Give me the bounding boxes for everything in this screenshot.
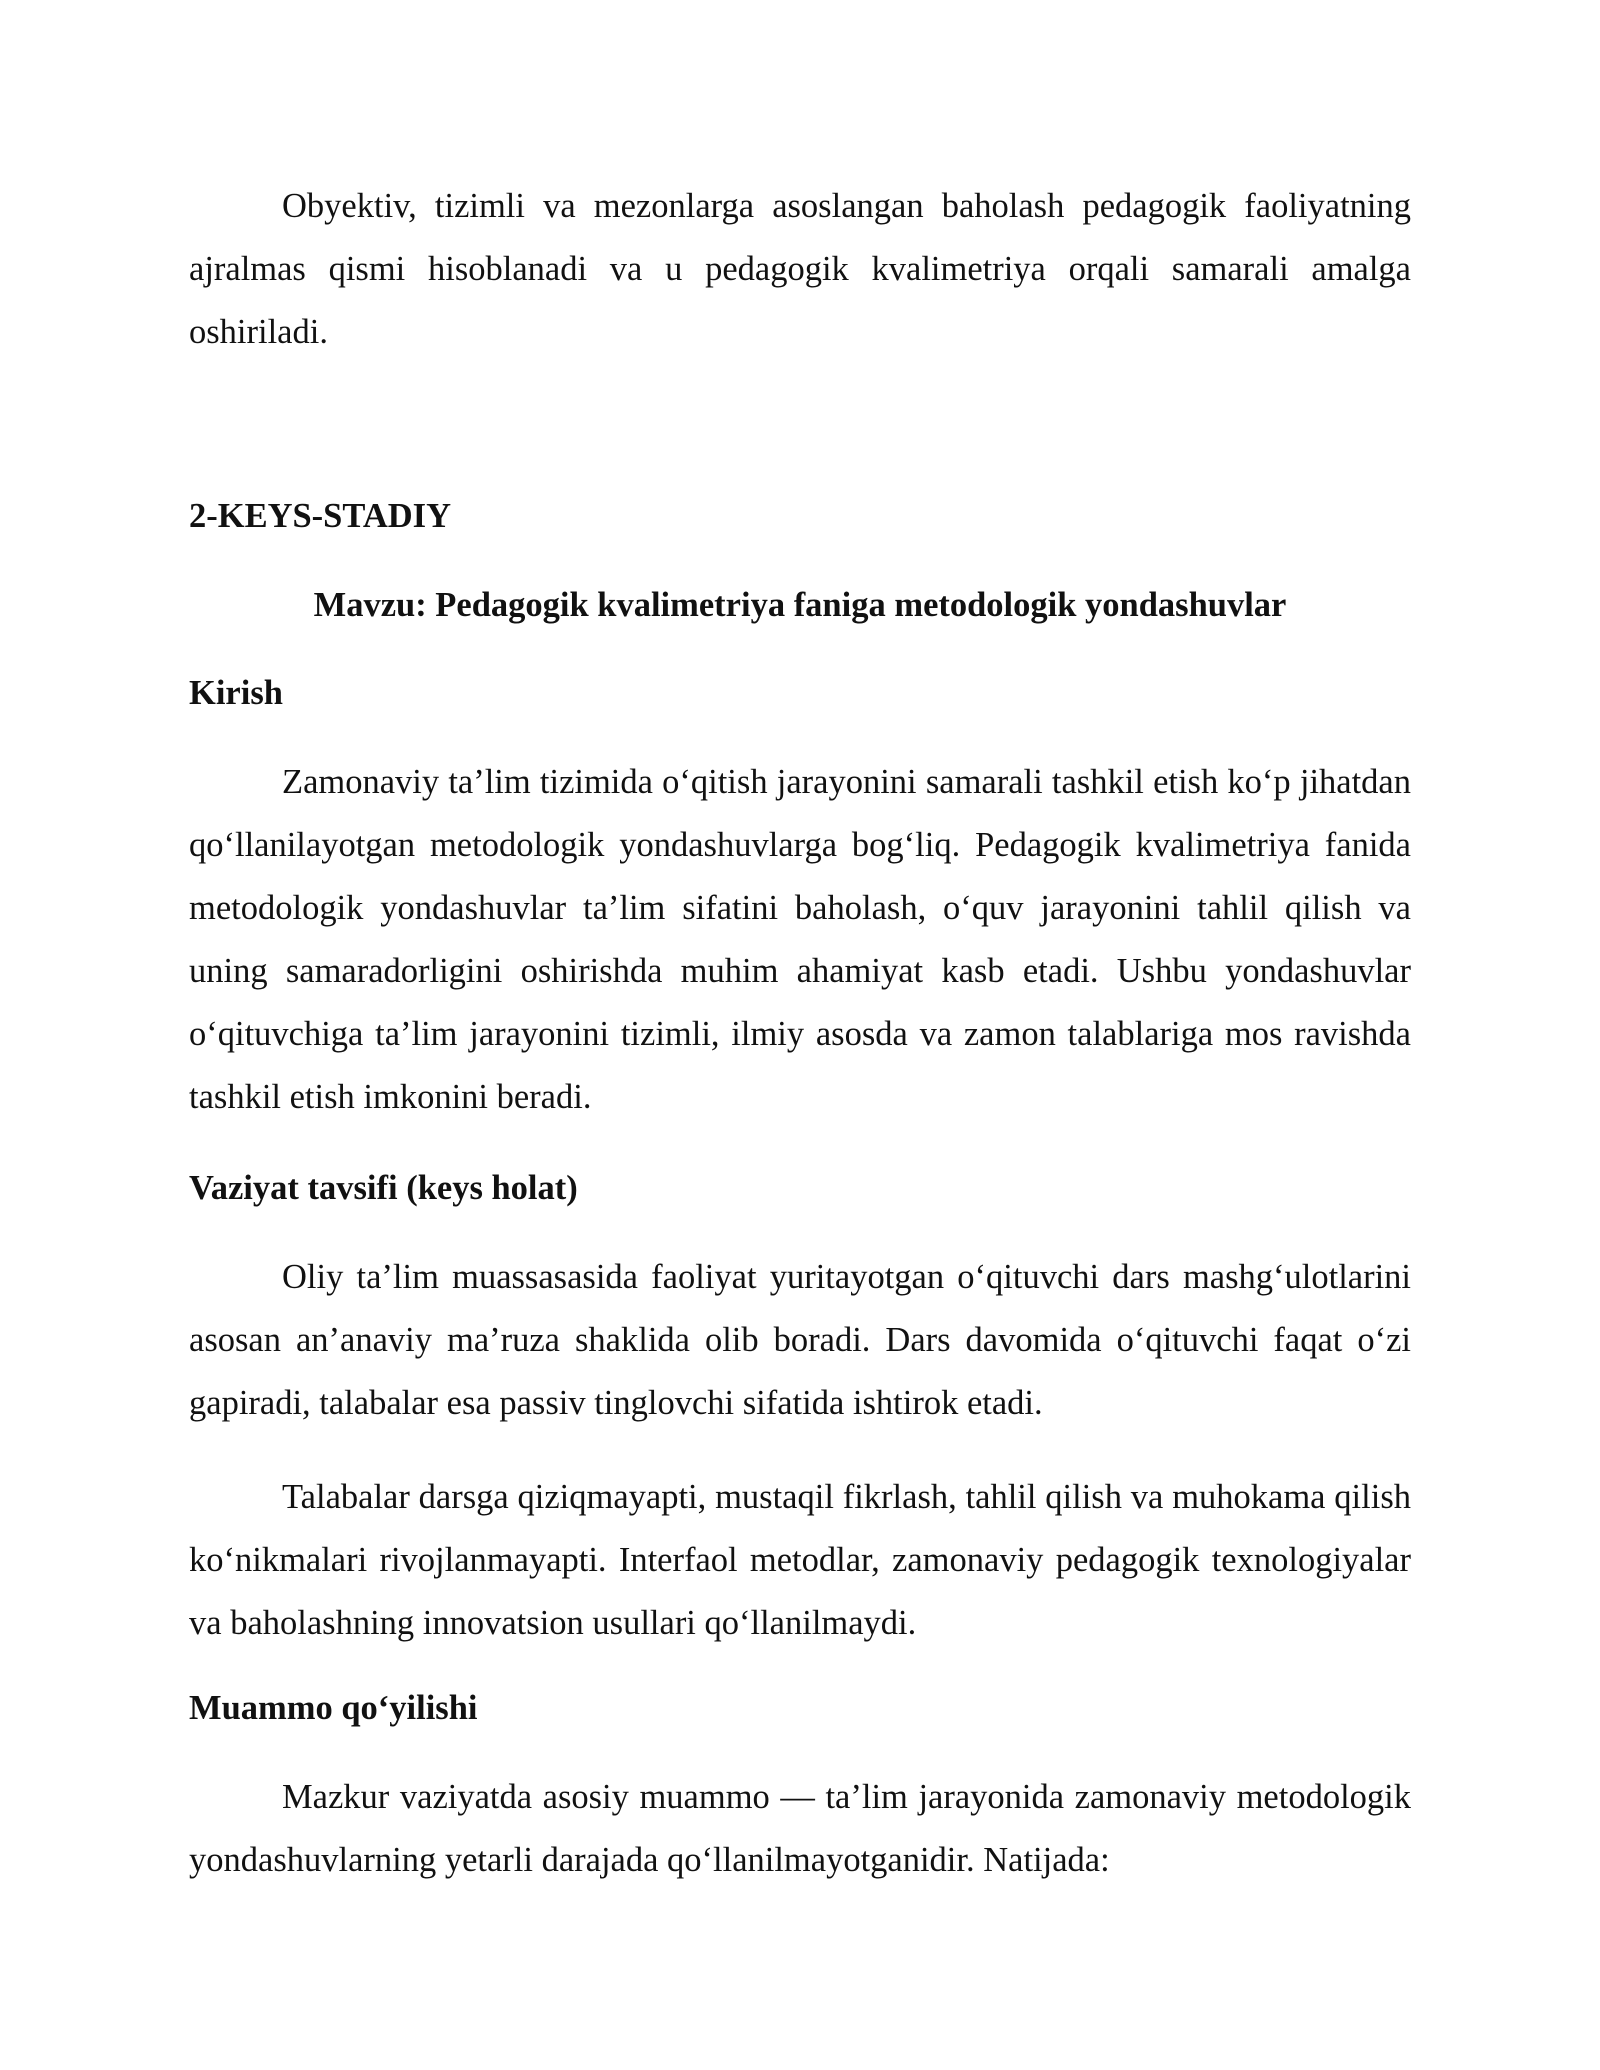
topic-heading: Mavzu: Pedagogik kvalimetriya faniga metodologik yondashuvlar	[313, 586, 1287, 624]
vaziyat-paragraph-1: Oliy ta’lim muassasasida faoliyat yuritayotgan o‘qituvchi dars mashg‘ulotlarini asosan an’anaviy ma’ruza shaklida olib boradi. Dars davomida o‘qituvchi faqat o‘zi gapiradi, talabalar esa passiv tinglovchi sifatida ishtirok etadi.	[189, 1258, 1411, 1422]
kirish-paragraph: Zamonaviy ta’lim tizimida o‘qitish jarayonini samarali tashkil etish ko‘p jihatdan qo‘llanilayotgan metodologik yondashuvlarga bog‘liq. Pedagogik kvalimetriya fanida metodologik yondashuvlar ta’lim sifatini baholash, o‘quv jarayonini tahlil qilish va uning samaradorligini oshirishda muhim ahamiyat kasb etadi. Ushbu yondashuvlar o‘qituvchiga ta’lim jarayonini tizimli, ilmiy asosda va zamon talablariga mos ravishda tashkil etish imkonini beradi.	[189, 763, 1411, 1116]
intro-block	[189, 175, 1411, 364]
problem-body	[189, 1766, 1411, 1892]
case-heading-block	[189, 485, 1411, 548]
section-title-kirish: Kirish	[189, 674, 283, 712]
problem-title-block	[189, 1677, 1411, 1740]
situation-body-2	[189, 1466, 1411, 1655]
intro-section-title-block	[189, 662, 1411, 725]
section-title-muammo: Muammo qo‘yilishi	[189, 1689, 478, 1727]
topic-heading-block	[189, 574, 1411, 637]
situation-title-block	[189, 1157, 1411, 1220]
intro-paragraph: Obyektiv, tizimli va mezonlarga asoslangan baholash pedagogik faoliyatning ajralmas qismi hisoblanadi va u pedagogik kvalimetriya orqali samarali amalga oshiriladi.	[189, 187, 1411, 351]
vaziyat-paragraph-2: Talabalar darsga qiziqmayapti, mustaqil fikrlash, tahlil qilish va muhokama qilish ko‘nikmalari rivojlanmayapti. Interfaol metodlar, zamonaviy pedagogik texnologiyalar va baholashning innovatsion usullari qo‘llanilmaydi.	[189, 1478, 1411, 1642]
situation-body-1	[189, 1246, 1411, 1435]
case-heading: 2-KEYS-STADIY	[189, 497, 451, 535]
intro-section-body	[189, 751, 1411, 1129]
section-title-vaziyat: Vaziyat tavsifi (keys holat)	[189, 1169, 578, 1207]
muammo-paragraph: Mazkur vaziyatda asosiy muammo — ta’lim jarayonida zamonaviy metodologik yondashuvlarning yetarli darajada qo‘llanilmayotganidir. Natijada:	[189, 1778, 1411, 1879]
